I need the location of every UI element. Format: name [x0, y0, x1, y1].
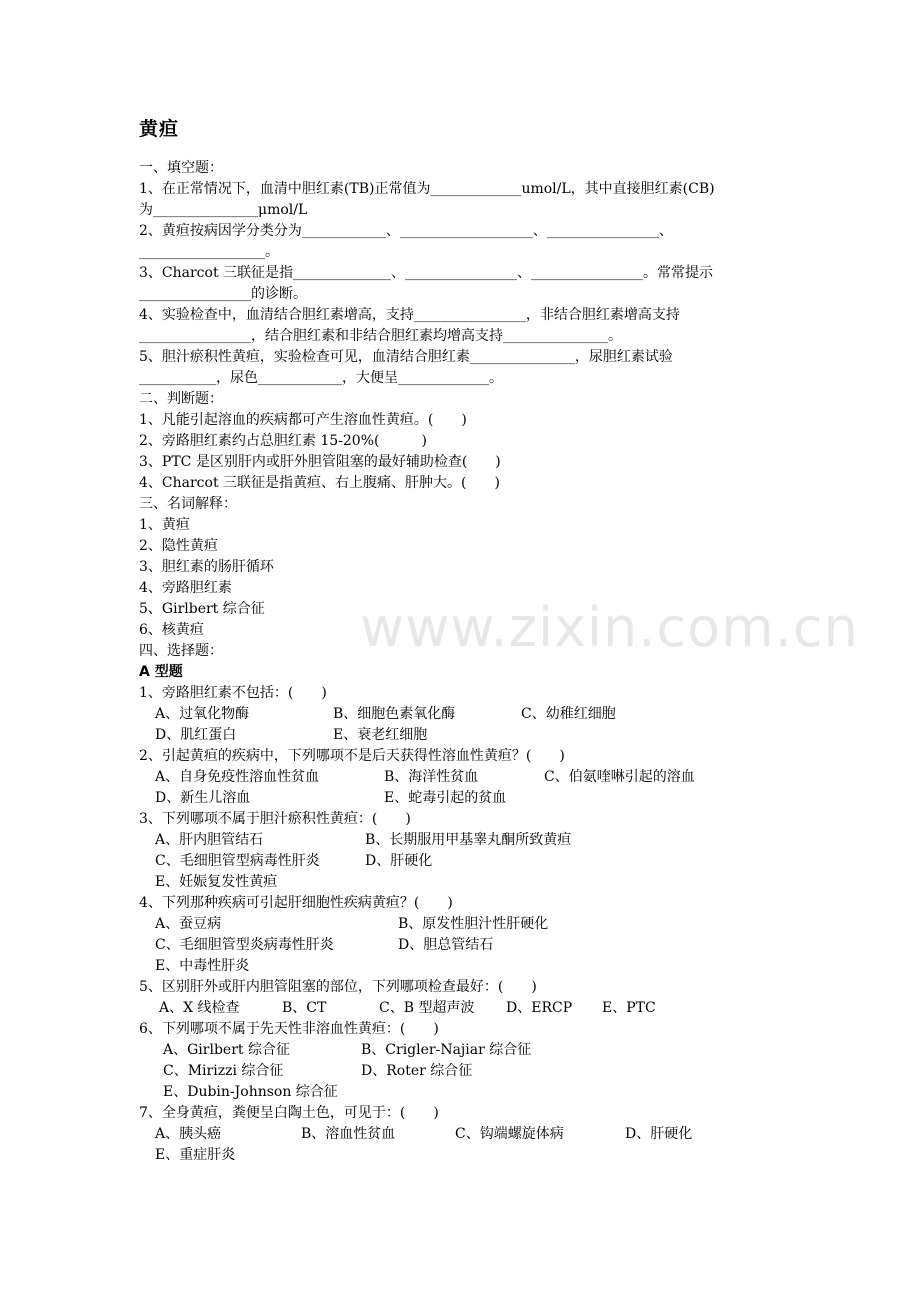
question-line: ________________，结合胆红素和非结合胆红素均增高支持_______________。 — [139, 328, 622, 344]
section-heading-choice: 四、选择题： — [139, 643, 223, 659]
option-row — [139, 914, 789, 935]
option: D、肝硬化 — [625, 1126, 693, 1142]
option-row — [139, 1124, 789, 1145]
option: C、幼稚红细胞 — [521, 706, 616, 722]
question-line: 3、Charcot 三联征是指______________、________________、________________。常常提示 — [139, 265, 714, 281]
choice-stem: 4、下列那种疾病可引起肝细胞性疾病黄疸？( ) — [139, 895, 453, 911]
subheading-type-a: A 型题 — [139, 664, 183, 680]
option: B、Crigler-Najiar 综合征 — [361, 1042, 532, 1058]
option: D、肝硬化 — [365, 853, 433, 869]
option-row — [139, 1145, 789, 1166]
option: D、胆总管结石 — [398, 937, 494, 953]
watermark: www.zixin.com.cn — [360, 596, 859, 659]
option: A、蚕豆病 — [155, 916, 222, 932]
option: C、B 型超声波 — [379, 1000, 475, 1016]
option: E、衰老红细胞 — [333, 727, 428, 743]
option-row — [139, 956, 789, 977]
option-row — [139, 851, 789, 872]
question-line: 2、旁路胆红素约占总胆红素 15-20%( ) — [139, 433, 427, 449]
option-row — [139, 935, 789, 956]
question-line: __________________。 — [139, 244, 279, 260]
choice-stem: 5、区别肝外或肝内胆管阻塞的部位，下列哪项检查最好：( ) — [139, 979, 537, 995]
option: D、ERCP — [506, 1000, 573, 1016]
option: C、毛细胆管型炎病毒性肝炎 — [155, 937, 334, 953]
option: B、原发性胆汁性肝硬化 — [398, 916, 549, 932]
section-heading-terms: 三、名词解释： — [139, 496, 237, 512]
choice-stem: 3、下列哪项不属于胆汁瘀积性黄疸：( ) — [139, 811, 411, 827]
option: D、肌红蛋白 — [155, 727, 237, 743]
option-row — [139, 1061, 789, 1082]
option: B、CT — [282, 1000, 327, 1016]
question-line: 2、黄疸按病因学分类分为____________、___________________、________________、 — [139, 223, 673, 239]
option: D、新生儿溶血 — [155, 790, 251, 806]
question-line: ________________的诊断。 — [139, 286, 307, 302]
option: B、细胞色素氧化酶 — [333, 706, 456, 722]
option: C、伯氨喹啉引起的溶血 — [544, 769, 695, 785]
option: D、Roter 综合征 — [361, 1063, 473, 1079]
question-line: 1、凡能引起溶血的疾病都可产生溶血性黄疸。( ) — [139, 412, 467, 428]
option: E、中毒性肝炎 — [155, 958, 250, 974]
document-title: 黄疸 — [139, 118, 180, 140]
question-line: 4、Charcot 三联征是指黄疸、右上腹痛、肝肿大。( ) — [139, 475, 500, 491]
option-row — [139, 1040, 789, 1061]
choice-stem: 7、全身黄疸，粪便呈白陶土色，可见于：( ) — [139, 1105, 439, 1121]
option-row — [139, 767, 789, 788]
option-row — [139, 872, 789, 893]
option: C、钩端螺旋体病 — [455, 1126, 564, 1142]
option: A、自身免疫性溶血性贫血 — [155, 769, 320, 785]
choice-stem: 1、旁路胆红素不包括：( ) — [139, 685, 327, 701]
option: A、X 线检查 — [159, 1000, 240, 1016]
option: A、胰头癌 — [155, 1126, 222, 1142]
option: E、PTC — [602, 1000, 656, 1016]
option: B、海洋性贫血 — [384, 769, 479, 785]
option: A、过氧化物酶 — [155, 706, 250, 722]
option: E、妊娠复发性黄疸 — [155, 874, 278, 890]
question-line: ___________，尿色____________，大便呈_____________。 — [139, 370, 503, 386]
term-item: 6、核黄疸 — [139, 622, 204, 638]
question-line: 为_______________μmol/L — [139, 202, 308, 218]
option: E、重症肝炎 — [155, 1147, 236, 1163]
option-row — [139, 788, 789, 809]
question-line: 4、实验检查中，血清结合胆红素增高，支持________________，非结合胆红素增高支持 — [139, 307, 680, 323]
option-row — [139, 998, 789, 1019]
option-row — [139, 830, 789, 851]
option: B、溶血性贫血 — [301, 1126, 396, 1142]
question-line: 5、胆汁瘀积性黄疸，实验检查可见，血清结合胆红素_______________，尿胆红素试验 — [139, 349, 673, 365]
section-heading-judge: 二、判断题： — [139, 391, 223, 407]
option: E、蛇毒引起的贫血 — [384, 790, 507, 806]
option: B、长期服用甲基睾丸酮所致黄疸 — [365, 832, 572, 848]
term-item: 5、Girlbert 综合征 — [139, 601, 265, 617]
term-item: 4、旁路胆红素 — [139, 580, 232, 596]
term-item: 2、隐性黄疸 — [139, 538, 218, 554]
option: E、Dubin-Johnson 综合征 — [163, 1084, 338, 1100]
option-row — [139, 725, 789, 746]
question-line: 1、在正常情况下，血清中胆红素(TB)正常值为_____________umol/L，其中直接胆红素(CB) — [139, 181, 715, 197]
option: A、肝内胆管结石 — [155, 832, 264, 848]
section-heading-fill: 一、填空题： — [139, 160, 223, 176]
term-item: 1、黄疸 — [139, 517, 190, 533]
term-item: 3、胆红素的肠肝循环 — [139, 559, 274, 575]
question-line: 3、PTC 是区别肝内或肝外胆管阻塞的最好辅助检查( ) — [139, 454, 501, 470]
option-row — [139, 704, 789, 725]
option-row — [139, 1082, 789, 1103]
option: A、Girlbert 综合征 — [163, 1042, 290, 1058]
document-body — [139, 158, 789, 1166]
option: C、毛细胆管型病毒性肝炎 — [155, 853, 320, 869]
option: C、Mirizzi 综合征 — [163, 1063, 284, 1079]
choice-stem: 6、下列哪项不属于先天性非溶血性黄疸：( ) — [139, 1021, 439, 1037]
choice-stem: 2、引起黄疸的疾病中，下列哪项不是后天获得性溶血性黄疸？( ) — [139, 748, 565, 764]
